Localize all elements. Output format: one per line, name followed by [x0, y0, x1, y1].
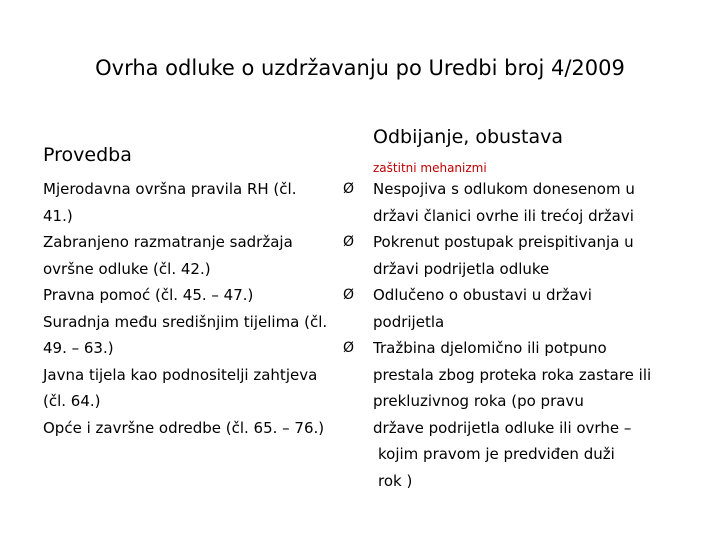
right-line: države podrijetla odluke ili ovrhe –	[373, 418, 632, 437]
left-heading: Provedba	[43, 144, 132, 166]
right-line: rok )	[378, 471, 413, 490]
right-line: prestala zbog proteka roka zastare ili	[373, 365, 652, 384]
right-heading: Odbijanje, obustava	[373, 126, 563, 148]
left-line: Opće i završne odredbe (čl. 65. – 76.)	[43, 418, 325, 437]
left-column	[43, 176, 373, 441]
left-line: (čl. 64.)	[43, 392, 101, 410]
left-line: Javna tijela kao podnositelji zahtjeva	[43, 365, 318, 384]
right-line: Nespojiva s odlukom donesenom u	[373, 180, 635, 198]
left-line: Suradnja među središnjim tijelima (čl.	[43, 312, 328, 331]
right-line: Tražbina djelomično ili potpuno	[373, 339, 607, 357]
left-line: 49. – 63.)	[43, 339, 114, 357]
bullet-arrow-icon: Ø	[343, 234, 355, 250]
left-line: ovršne odluke (čl. 42.)	[43, 259, 211, 278]
bullet-arrow-icon: Ø	[343, 181, 355, 197]
left-line: Pravna pomoć (čl. 45. – 47.)	[43, 286, 254, 304]
right-line: Odlučeno o obustavi u državi	[373, 286, 592, 304]
right-line: državi članici ovrhe ili trećoj državi	[373, 206, 634, 225]
right-line: podrijetla	[373, 312, 445, 331]
slide-title: Ovrha odluke o uzdržavanju po Uredbi broj 4/2009	[95, 56, 625, 80]
right-line: državi podrijetla odluke	[373, 259, 550, 278]
bullet-arrow-icon: Ø	[343, 340, 355, 356]
bullet-arrow-icon: Ø	[343, 287, 355, 303]
left-line: Zabranjeno razmatranje sadržaja	[43, 233, 293, 251]
right-line: Pokrenut postupak preispitivanja u	[373, 233, 634, 251]
right-column	[373, 176, 713, 494]
right-subheading: zaštitni mehanizmi	[373, 161, 487, 175]
right-line: prekluzivnog roka (po pravu	[373, 392, 584, 410]
right-line: kojim pravom je predviđen duži	[378, 445, 615, 463]
left-line: Mjerodavna ovršna pravila RH (čl.	[43, 180, 297, 198]
left-line: 41.)	[43, 206, 73, 225]
